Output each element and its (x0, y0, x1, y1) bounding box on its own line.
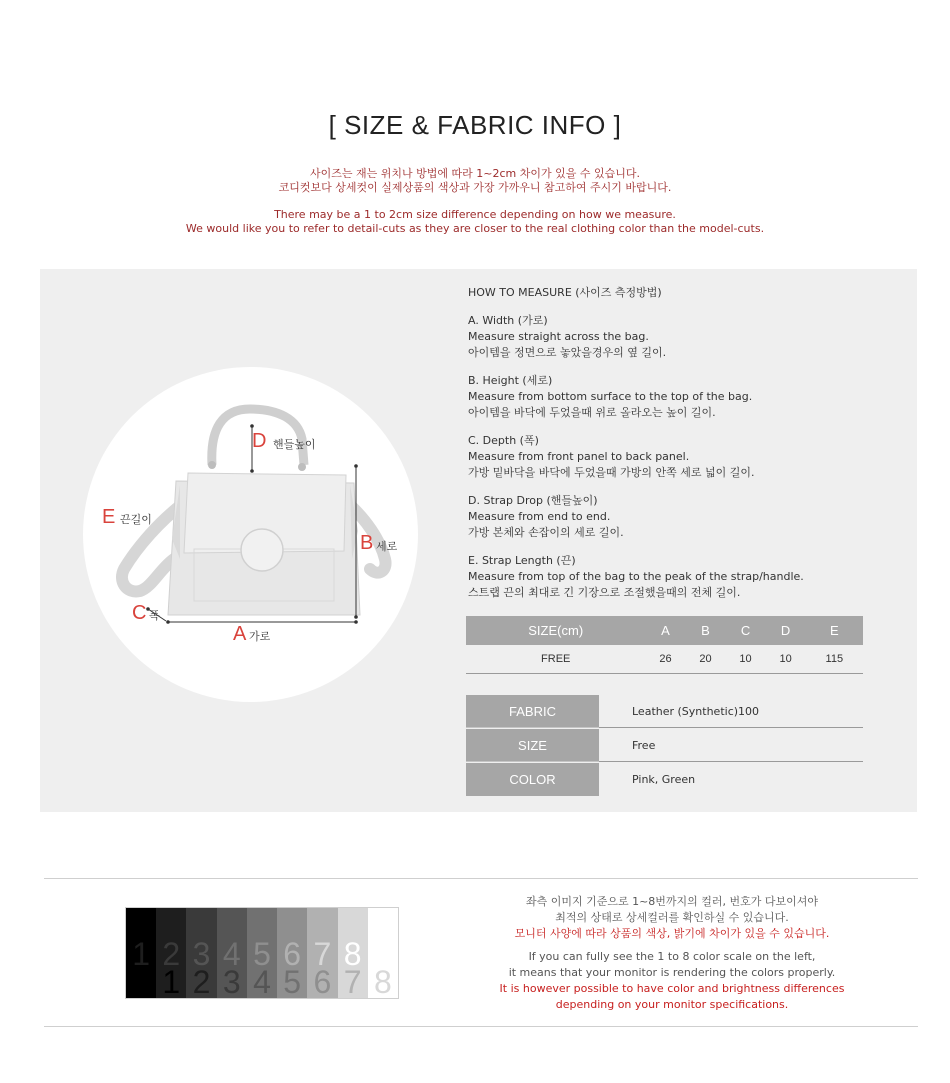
scale-number-top: 4 (222, 936, 241, 972)
label-a-letter: A (233, 623, 247, 645)
label-e-text: 끈길이 (120, 513, 152, 526)
header-cell: A (645, 616, 685, 645)
notice-line: 코디컷보다 상세컷이 실제상품의 색상과 가장 가까우니 참고하여 주시기 바랍니다. (278, 181, 672, 194)
scale-number-top: 5 (253, 936, 271, 972)
measure-item-strap-drop (468, 493, 868, 541)
table-cell: 115 (806, 645, 863, 673)
scale-swatch (277, 908, 307, 998)
scale-swatch (217, 908, 247, 998)
measure-item-ko: 아이템을 정면으로 놓았을경우의 옆 길이. (468, 346, 667, 359)
scale-number-bottom: 4 (253, 964, 271, 1000)
table-cell: 10 (766, 645, 806, 673)
measure-item-ko: 스트랩 끈의 최대로 긴 기장으로 조절했을때의 전체 길이. (468, 586, 741, 599)
measure-item-title: D. Strap Drop (핸들높이) (468, 494, 598, 507)
fabric-label: FABRIC (466, 695, 599, 728)
color-label: COLOR (466, 763, 599, 796)
scale-number-top: 2 (162, 936, 181, 972)
scale-swatch (368, 908, 398, 998)
measure-heading: HOW TO MEASURE (사이즈 측정방법) (468, 286, 662, 299)
scale-number-top: 1 (132, 936, 150, 972)
monitor-notice-ko (452, 894, 892, 942)
notice-line: 사이즈는 재는 위치나 방법에 따라 1~2cm 차이가 있을 수 있습니다. (310, 167, 640, 180)
monitor-line: it means that your monitor is rendering the colors properly. (508, 966, 836, 979)
scale-number-top: 3 (192, 936, 211, 972)
table-cell: 10 (726, 645, 766, 673)
size-table-header (466, 616, 863, 645)
scale-number-top: 8 (343, 936, 362, 972)
header-cell: B (685, 616, 725, 645)
header-cell: E (806, 616, 863, 645)
label-a-text: 가로 (249, 630, 271, 643)
measure-item-en: Measure from front panel to back panel. (468, 450, 690, 463)
scale-number-bottom: 8 (373, 964, 392, 1000)
scale-number-bottom: 7 (343, 964, 362, 1000)
page-title: [ SIZE & FABRIC INFO ] (328, 110, 622, 140)
size-value: Free (599, 729, 863, 762)
monitor-warning: depending on your monitor specifications. (555, 998, 789, 1011)
notice-line: We would like you to refer to detail-cuts as they are closer to the real clothing color than the model-cuts. (185, 222, 765, 235)
measure-item-ko: 가방 밑바닥을 바닥에 두었을때 가방의 안쪽 세로 넓이 길이. (468, 466, 755, 479)
divider-bottom (44, 1026, 918, 1027)
header-cell: D (766, 616, 806, 645)
monitor-warning: 모니터 사양에 따라 상품의 색상, 밝기에 차이가 있을 수 있습니다. (514, 927, 830, 940)
scale-number-top: 6 (283, 936, 302, 972)
measure-item-title: C. Depth (폭) (468, 434, 539, 447)
scale-number-bottom: 5 (283, 964, 302, 1000)
color-scale (125, 907, 399, 999)
measure-item-en: Measure from top of the bag to the peak of the strap/handle. (468, 570, 804, 583)
table-cell: 20 (685, 645, 725, 673)
scale-number-bottom: 1 (162, 964, 181, 1000)
measure-item-en: Measure from bottom surface to the top of the bag. (468, 390, 753, 403)
monitor-line: 최적의 상태로 상세컬러를 확인하실 수 있습니다. (555, 911, 789, 924)
measure-item-width (468, 313, 868, 361)
color-row (466, 763, 863, 796)
measure-item-height (468, 373, 868, 421)
measure-item-en: Measure from end to end. (468, 510, 611, 523)
scale-number-bottom: 3 (222, 964, 241, 1000)
label-e-letter: E (102, 506, 116, 528)
scale-number-bottom: 2 (192, 964, 211, 1000)
how-to-measure (468, 285, 868, 613)
color-value: Pink, Green (632, 773, 696, 786)
size-row (466, 729, 863, 762)
notice-line: There may be a 1 to 2cm size difference depending on how we measure. (274, 208, 676, 221)
measure-item-title: E. Strap Length (끈) (468, 554, 576, 567)
size-notice-ko (0, 167, 950, 195)
measure-item-title: A. Width (가로) (468, 314, 548, 327)
scale-swatch (247, 908, 277, 998)
table-cell: 26 (645, 645, 685, 673)
scale-swatch (307, 908, 337, 998)
label-d-text: 핸들높이 (273, 438, 316, 451)
scale-swatch (156, 908, 186, 998)
measure-item-ko: 아이템을 바닥에 두었을때 위로 올라오는 높이 길이. (468, 406, 716, 419)
handle-ring-left (208, 461, 216, 469)
label-b-text: 세로 (376, 540, 398, 553)
measure-item-en: Measure straight across the bag. (468, 330, 649, 343)
size-notice-en (0, 208, 950, 236)
monitor-line: 좌측 이미지 기준으로 1~8번까지의 컬러, 번호가 다보이셔야 (525, 895, 819, 908)
label-c-letter: C (132, 602, 147, 624)
label-b-letter: B (360, 532, 374, 554)
measure-item-strap-length (468, 553, 868, 601)
fabric-value: Leather (Synthetic)100 (599, 695, 863, 728)
monitor-notice-en (452, 949, 892, 1013)
handle-ring-right (298, 463, 306, 471)
scale-swatch (126, 908, 156, 998)
table-row (466, 645, 863, 673)
monitor-warning: It is however possible to have color and brightness differences (499, 982, 845, 995)
measure-item-depth (468, 433, 868, 481)
size-label: SIZE (466, 729, 599, 762)
table-cell: FREE (466, 645, 645, 673)
measure-item-ko: 가방 본체와 손잡이의 세로 길이. (468, 526, 624, 539)
measure-item-title: B. Height (세로) (468, 374, 553, 387)
scale-number-top: 7 (313, 936, 332, 972)
scale-swatch (186, 908, 216, 998)
bag-clasp (241, 529, 283, 571)
divider-top (44, 878, 918, 879)
monitor-line: If you can fully see the 1 to 8 color scale on the left, (528, 950, 816, 963)
label-c-text: 폭 (149, 609, 160, 622)
label-d-letter: D (252, 430, 267, 452)
scale-swatch (338, 908, 368, 998)
size-table (466, 616, 863, 674)
size-info-panel (40, 269, 917, 812)
header-cell: SIZE(cm) (466, 616, 645, 645)
scale-number-bottom: 6 (313, 964, 332, 1000)
header-cell: C (726, 616, 766, 645)
fabric-row (466, 695, 863, 728)
